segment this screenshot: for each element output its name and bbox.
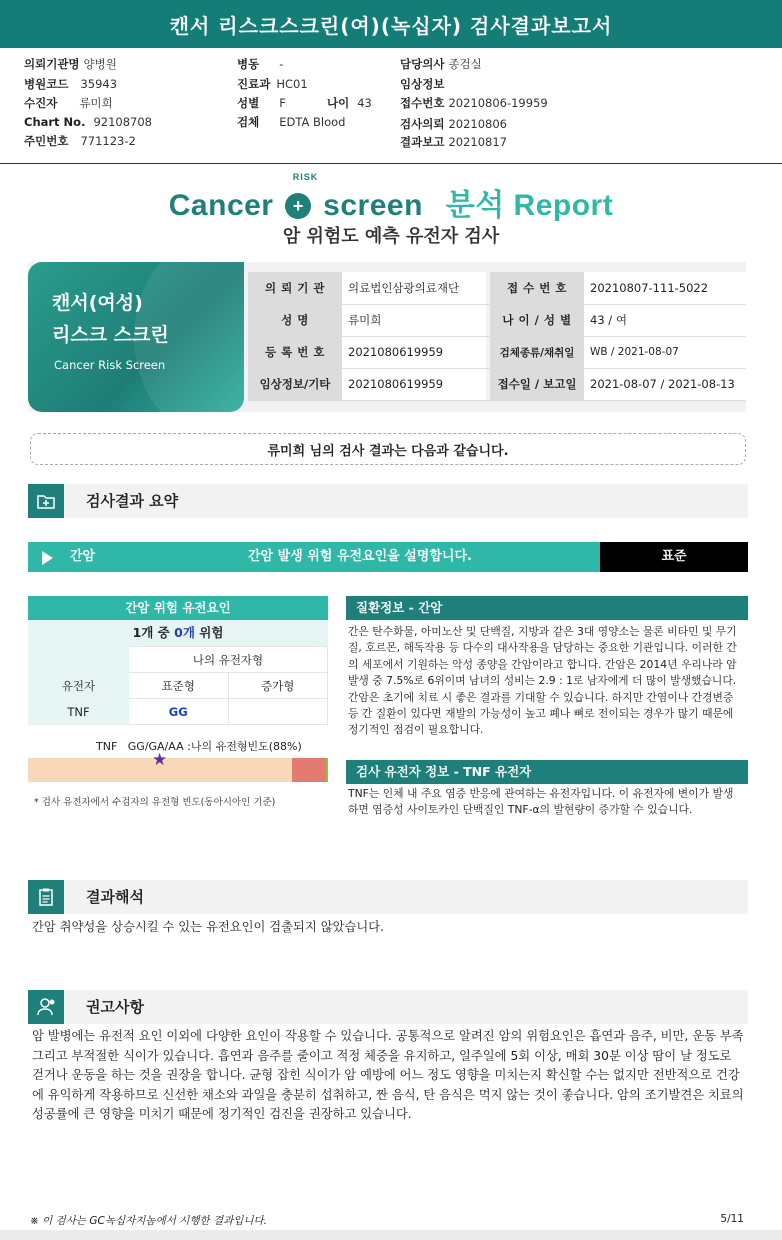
info-value: 2021-08-07 / 2021-08-13 (584, 368, 746, 400)
info-key: 성 명 (248, 304, 342, 336)
header-patient: 수진자 류미희 (24, 96, 113, 110)
gene-label: 유전자 (29, 673, 129, 699)
info-key: 접 수 번 호 (490, 272, 584, 304)
genetic-risk-title: 간암 위험 유전요인 (28, 596, 328, 620)
genotype-value: GG (129, 699, 229, 725)
header-department: 진료과 HC01 (237, 77, 308, 91)
header-hospital-name: 의뢰기관명 양병원 (24, 57, 117, 71)
info-value: 43 / 여 (584, 304, 746, 336)
gene-name: TNF (29, 699, 129, 725)
genotype-frequency-bar (28, 750, 328, 782)
table-row (248, 272, 746, 304)
logo-cancer: Cancer (168, 189, 274, 222)
frequency-footnote: * 검사 유전자에서 수검자의 유전형 빈도(동아시아인 기준) (34, 797, 276, 808)
section-summary (28, 484, 748, 518)
info-value: 2021080619959 (342, 368, 486, 400)
header-hospital-code: 병원코드 35943 (24, 77, 118, 91)
patient-info-banner (28, 262, 746, 412)
increased-value (228, 699, 328, 725)
header-age: 나이 43 (327, 96, 372, 110)
table-row (248, 336, 746, 368)
disease-info-text: 간은 탄수화물, 아미노산 및 단백질, 지방과 같은 3대 영양소는 물론 비타민 및 무기질, 호르몬, 해독작용 등 다수의 대사작용을 담당하는 중요한 기관입니다. 이러한 간의 세포에서 기원하는 악성 종양을 간암이라고 합니다. 간암은 2014년 우리나라 암 발생 중 7.5%로 6위이며 남녀의 성비는 2.9 : 1로 남자에게 더 많이 발생했습니다. 간암은 초기에 치료 시 좋은 결과를 기대할 수 있습니다. 하지만 간염이나 간경변증 등 간 질환이 있다면 재발의 가능성이 높고 폐나 뼈로 전이되는 경우가 많기 때문에 정기적인 점검이 필요합니다. (348, 625, 737, 737)
my-genotype-header: 나의 유전자형 (129, 647, 328, 673)
plus-icon: + (285, 193, 311, 219)
table-row (248, 304, 746, 336)
info-key: 나 이 / 성 별 (490, 304, 584, 336)
cancer-risk-screen-logo (0, 172, 782, 224)
greeting-message: 류미희 님의 검사 결과는 다음과 같습니다. (30, 433, 746, 465)
info-value: 2021080619959 (342, 336, 486, 368)
page-footer (0, 1208, 782, 1230)
info-key: 접수일 / 보고일 (490, 368, 584, 400)
recommendation-text: 암 발병에는 유전적 요인 이외에 다양한 요인이 작용할 수 있습니다. 공통적으로 알려진 암의 위험요인은 흡연과 음주, 비만, 운동 부족 그리고 부적절한 식이가 있습니다. 흡연과 음주를 줄이고 적정 체중을 유지하고, 일주일에 5회 이상, 매회 30분 이상 땀이 날 정도로 걷거나 운동을 하는 것을 권장을 합니다. 균형 잡힌 식이가 암 예방에 어느 정도 영향을 미치는지 확신할 수는 없지만 전반적으로 건강에 유익하게 작용하므로 신선한 채소와 과일을 충분히 섭취하고, 짠 음식, 탄 음식은 먹지 않는 것이 좋습니다. 암의 조기발견은 치료의 성공률에 큰 영향을 미치기 때문에 정기적인 검진을 권장하고 있습니다. (32, 1029, 744, 1122)
header-resident-no: 주민번호 771123-2 (24, 134, 136, 148)
section-title: 결과해석 (86, 888, 144, 906)
header-specimen: 검체 EDTA Blood (237, 115, 346, 129)
table-row (248, 368, 746, 400)
doctor-icon (28, 990, 64, 1024)
info-value: 류미희 (342, 304, 486, 336)
header-request-date: 검사의뢰 20210806 (400, 117, 507, 131)
standard-label: 표준형 (129, 673, 229, 699)
clipboard-icon (28, 880, 64, 914)
folder-plus-icon (28, 484, 64, 518)
info-value: 의료법인삼광의료재단 (342, 272, 486, 304)
patient-header (0, 52, 782, 164)
gene-info-text: TNF는 인체 내 주요 염증 반응에 관여하는 유전자입니다. 이 유전자에 변이가 발생하면 염증성 사이토카인 단백질인 TNF-α의 발현량이 증가할 수 있습니다. (348, 787, 734, 817)
patient-info-table (248, 272, 746, 401)
report-title: 캔서 리스크스크린(여)(녹십자) 검사결과보고서 (0, 0, 782, 48)
info-key: 검체종류/채취일 (490, 336, 584, 368)
banner-product-card (28, 262, 244, 412)
info-key: 등 록 번 호 (248, 336, 342, 368)
frequency-other-segment (292, 758, 326, 782)
info-value: WB / 2021-08-07 (584, 336, 746, 368)
logo-screen: screen (323, 189, 423, 222)
genetic-risk-count: 1개 중 0개 위험 (28, 620, 328, 646)
banner-title-english: Cancer Risk Screen (54, 358, 166, 372)
disease-result-bar (28, 542, 748, 572)
info-value: 20210807-111-5022 (584, 272, 746, 304)
logo-report: 분석 Report (445, 189, 614, 222)
interpretation-text: 간암 취약성을 상승시킬 수 있는 유전요인이 검출되지 않았습니다. (32, 920, 384, 934)
banner-title-line1: 캔서(여성) (52, 292, 143, 314)
section-title: 검사결과 요약 (86, 492, 179, 510)
header-clinical-info: 임상정보 (400, 77, 445, 91)
header-receipt-no: 접수번호 20210806-19959 (400, 96, 548, 110)
section-interpretation (28, 880, 748, 914)
header-chart-no: Chart No. 92108708 (24, 115, 152, 129)
section-title: 권고사항 (86, 998, 144, 1016)
footer-note: ※ 이 검사는 GC녹십자지놈에서 시행한 결과입니다. (30, 1215, 268, 1227)
page-number: 5/11 (720, 1213, 744, 1225)
bottom-strip (0, 1230, 782, 1240)
section-recommendation (28, 990, 748, 1024)
banner-title-line2: 리스크 스크린 (52, 324, 169, 346)
report-subtitle: 암 위험도 예측 유전자 검사 (282, 226, 500, 247)
header-report-date: 결과보고 20210817 (400, 135, 507, 149)
frequency-rare-segment (326, 758, 328, 782)
header-doctor: 담당의사 종검실 (400, 57, 482, 71)
table-row (29, 699, 328, 725)
risk-status: 표준 (600, 542, 748, 572)
info-key: 임상정보/기타 (248, 368, 342, 400)
genotype-frequency-label: TNF GG/GA/AA :나의 유전형빈도(88%) (96, 740, 302, 753)
info-key: 의 뢰 기 관 (248, 272, 342, 304)
play-icon (42, 551, 53, 565)
gene-info-title: 검사 유전자 정보 - TNF 유전자 (346, 760, 748, 784)
table-row (29, 673, 328, 699)
header-ward: 병동 - (237, 57, 284, 71)
header-sex: 성별 F (237, 96, 286, 110)
logo-risk: RISK (292, 172, 319, 182)
increased-label: 증가형 (228, 673, 328, 699)
disease-name: 간암 (70, 549, 96, 564)
disease-info-title: 질환정보 - 간암 (346, 596, 748, 620)
table-row (29, 647, 328, 673)
disease-description: 간암 발생 위험 유전요인을 설명합니다. (248, 549, 472, 564)
star-icon: ★ (152, 750, 168, 770)
genotype-table (28, 646, 328, 725)
